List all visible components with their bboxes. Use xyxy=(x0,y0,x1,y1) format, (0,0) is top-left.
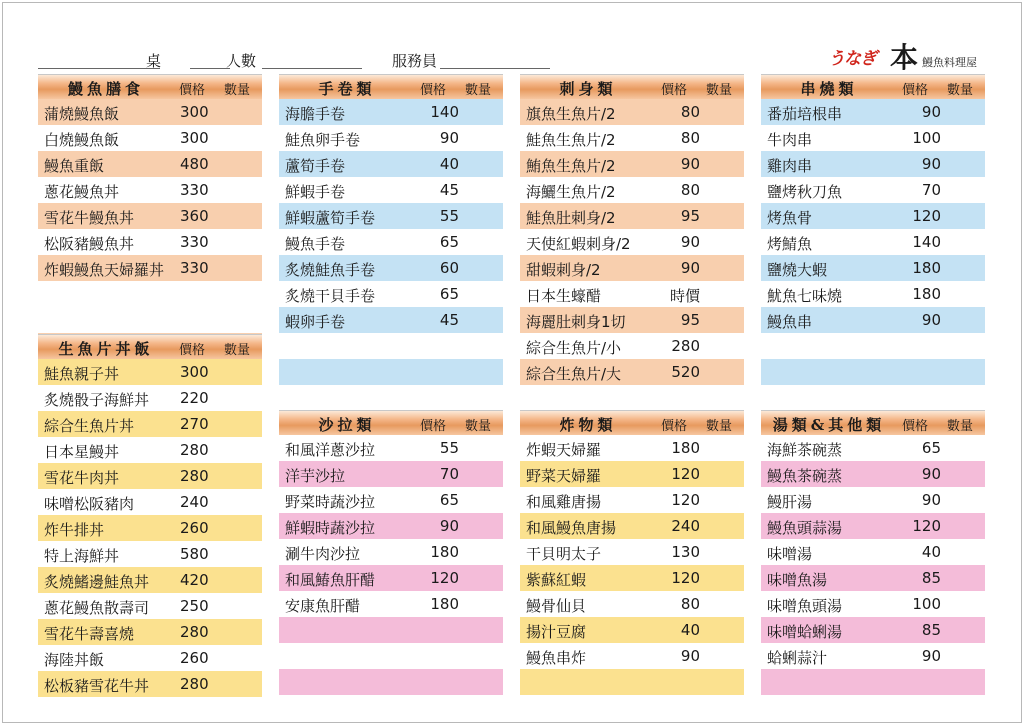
menu-item-name: 炸蝦鰻魚天婦羅丼 xyxy=(44,261,165,279)
menu-item-price: 120 xyxy=(671,491,700,509)
menu-item-row[interactable] xyxy=(38,463,262,489)
menu-item-name: 鮮蝦蘆筍手卷 xyxy=(285,209,376,227)
menu-item-name: 特上海鮮丼 xyxy=(44,547,120,565)
menu-item-row[interactable] xyxy=(279,281,503,307)
menu-item-name: 鹽燒大蝦 xyxy=(767,261,828,279)
menu-item-row[interactable] xyxy=(520,643,744,669)
menu-item-row[interactable] xyxy=(279,513,503,539)
menu-item-name: 雪花牛鰻魚丼 xyxy=(44,209,135,227)
menu-item-name: 海麗肚刺身1切 xyxy=(526,313,626,331)
menu-item-row[interactable] xyxy=(520,125,744,151)
section-title: 鰻魚膳食 xyxy=(67,80,144,98)
qty-header: 數量 xyxy=(224,83,251,98)
item-list xyxy=(520,99,744,385)
menu-item-row[interactable] xyxy=(520,435,744,461)
section-title: 刺身類 xyxy=(559,80,617,98)
menu-item-price: 300 xyxy=(180,129,209,147)
menu-item-row[interactable] xyxy=(279,539,503,565)
menu-item-price: 140 xyxy=(430,103,459,121)
menu-item-row[interactable] xyxy=(520,307,744,333)
menu-item-price: 300 xyxy=(180,363,209,381)
menu-item-name: 番茄培根串 xyxy=(767,105,843,123)
menu-item-price: 280 xyxy=(180,675,209,693)
menu-item-price: 40 xyxy=(439,155,459,173)
menu-item-row[interactable] xyxy=(520,487,744,513)
item-list xyxy=(279,99,503,385)
menu-item-row[interactable] xyxy=(38,593,262,619)
menu-item-row[interactable] xyxy=(761,177,985,203)
menu-item-price: 100 xyxy=(912,129,941,147)
menu-item-row[interactable] xyxy=(279,229,503,255)
menu-item-row[interactable] xyxy=(279,591,503,617)
menu-item-name: 鰻肝湯 xyxy=(767,493,813,511)
item-list xyxy=(761,435,985,695)
price-header: 價格 xyxy=(420,419,447,434)
menu-item-name: 鮪魚生魚片/2 xyxy=(526,157,616,175)
price-header: 價格 xyxy=(902,83,929,98)
menu-item-name: 鰻魚串 xyxy=(767,313,813,331)
menu-item-name: 炸蝦天婦羅 xyxy=(526,441,602,459)
menu-item-price: 80 xyxy=(680,181,700,199)
section-sashimi-rice xyxy=(38,334,262,697)
section-title: 沙拉類 xyxy=(318,416,376,434)
menu-item-price: 280 xyxy=(671,337,700,355)
blank-row xyxy=(279,669,503,695)
menu-item-name: 魷魚七味燒 xyxy=(767,287,843,305)
menu-item-row[interactable] xyxy=(761,229,985,255)
menu-item-price: 240 xyxy=(180,493,209,511)
menu-item-row[interactable] xyxy=(38,541,262,567)
menu-item-name: 洋芋沙拉 xyxy=(285,467,346,485)
menu-item-name: 鰻魚串炸 xyxy=(526,649,587,667)
blank-row xyxy=(761,333,985,359)
menu-item-name: 海陸丼飯 xyxy=(44,651,105,669)
menu-item-row[interactable] xyxy=(38,645,262,671)
menu-item-name: 炙燒干貝手卷 xyxy=(285,287,376,305)
menu-item-row[interactable] xyxy=(761,307,985,333)
menu-item-price: 180 xyxy=(912,259,941,277)
menu-item-row[interactable] xyxy=(520,281,744,307)
menu-item-name: 涮牛肉沙拉 xyxy=(285,545,361,563)
menu-item-row[interactable] xyxy=(279,565,503,591)
menu-item-row[interactable] xyxy=(520,229,744,255)
blank-row xyxy=(761,669,985,695)
menu-item-name: 鰻骨仙貝 xyxy=(526,597,587,615)
menu-item-name: 烤魚骨 xyxy=(767,209,813,227)
blank-row xyxy=(520,669,744,695)
menu-item-name: 鰻魚手卷 xyxy=(285,235,346,253)
menu-item-price: 270 xyxy=(180,415,209,433)
menu-item-name: 海鮮茶碗蒸 xyxy=(767,441,843,459)
menu-item-row[interactable] xyxy=(38,177,262,203)
menu-item-price: 100 xyxy=(912,595,941,613)
menu-item-name: 紫蘇紅蝦 xyxy=(526,571,587,589)
menu-item-price: 70 xyxy=(921,181,941,199)
menu-item-name: 雞肉串 xyxy=(767,157,813,175)
menu-item-name: 松板豬雪花牛丼 xyxy=(44,677,150,695)
blank-row xyxy=(279,333,503,359)
menu-item-price: 40 xyxy=(680,621,700,639)
menu-item-price: 130 xyxy=(671,543,700,561)
menu-item-name: 味噌湯 xyxy=(767,545,813,563)
menu-item-price: 300 xyxy=(180,103,209,121)
menu-item-price: 90 xyxy=(921,465,941,483)
staff-name-line[interactable] xyxy=(440,68,550,69)
menu-item-price: 120 xyxy=(430,569,459,587)
menu-item-name: 鰻魚頭蒜湯 xyxy=(767,519,843,537)
menu-item-name: 鮭魚生魚片/2 xyxy=(526,131,616,149)
menu-item-row[interactable] xyxy=(520,359,744,385)
menu-item-row[interactable] xyxy=(520,151,744,177)
people-label: 人數 xyxy=(226,52,257,70)
menu-item-name: 味噌松阪豬肉 xyxy=(44,495,135,513)
menu-item-row[interactable] xyxy=(761,203,985,229)
menu-item-row[interactable] xyxy=(761,591,985,617)
menu-item-price: 120 xyxy=(671,465,700,483)
menu-item-price: 420 xyxy=(180,571,209,589)
brand-kana: うなぎ xyxy=(828,49,876,69)
price-header: 價格 xyxy=(179,343,206,358)
menu-item-row[interactable] xyxy=(38,671,262,697)
menu-item-name: 鰻魚茶碗蒸 xyxy=(767,467,843,485)
brand-name: 鰻魚料理屋 xyxy=(922,56,977,69)
menu-item-price: 90 xyxy=(680,647,700,665)
menu-item-row[interactable] xyxy=(520,513,744,539)
staff-label: 服務員 xyxy=(392,52,438,70)
menu-item-row[interactable] xyxy=(520,99,744,125)
menu-item-row[interactable] xyxy=(38,203,262,229)
section-title: 炸物類 xyxy=(559,416,617,434)
menu-item-name: 烤鯖魚 xyxy=(767,235,813,253)
menu-item-name: 蘆筍手卷 xyxy=(285,157,346,175)
menu-item-price: 90 xyxy=(439,129,459,147)
menu-item-name: 揚汁豆腐 xyxy=(526,623,587,641)
section-title: 湯類&其他類 xyxy=(772,416,886,434)
menu-item-name: 炙燒鰭邊鮭魚丼 xyxy=(44,573,150,591)
people-count-line[interactable] xyxy=(262,68,362,69)
section-title: 生魚片丼飯 xyxy=(58,340,154,358)
menu-item-price: 280 xyxy=(180,467,209,485)
menu-item-row[interactable] xyxy=(520,565,744,591)
menu-item-price: 90 xyxy=(921,491,941,509)
menu-item-row[interactable] xyxy=(761,643,985,669)
qty-header: 數量 xyxy=(947,83,974,98)
menu-item-price: 120 xyxy=(912,207,941,225)
price-header: 價格 xyxy=(902,419,929,434)
menu-item-name: 味噌蛤蜊湯 xyxy=(767,623,843,641)
menu-item-name: 雪花牛壽喜燒 xyxy=(44,625,135,643)
blank-row xyxy=(761,359,985,385)
menu-item-row[interactable] xyxy=(761,435,985,461)
menu-item-row[interactable] xyxy=(520,177,744,203)
brand-mark: 本 xyxy=(890,41,919,74)
menu-item-price: 90 xyxy=(921,103,941,121)
menu-item-name: 炙燒鮭魚手卷 xyxy=(285,261,376,279)
menu-item-row[interactable] xyxy=(38,489,262,515)
menu-item-row[interactable] xyxy=(279,99,503,125)
menu-item-price: 90 xyxy=(439,517,459,535)
menu-item-name: 鮭魚肚刺身/2 xyxy=(526,209,616,227)
menu-item-price: 360 xyxy=(180,207,209,225)
menu-item-row[interactable] xyxy=(761,99,985,125)
section-header xyxy=(761,74,985,99)
section-header xyxy=(761,410,985,435)
menu-item-row[interactable] xyxy=(761,539,985,565)
menu-item-price: 65 xyxy=(439,233,459,251)
section-skewers xyxy=(761,74,985,385)
menu-item-row[interactable] xyxy=(38,411,262,437)
menu-item-row[interactable] xyxy=(279,151,503,177)
menu-item-row[interactable] xyxy=(38,229,262,255)
menu-item-name: 蝦卵手卷 xyxy=(285,313,346,331)
item-list xyxy=(279,435,503,721)
menu-item-row[interactable] xyxy=(279,461,503,487)
menu-item-name: 炸牛排丼 xyxy=(44,521,105,539)
blank-row xyxy=(279,695,503,721)
menu-item-name: 日本生蠔醋 xyxy=(526,287,602,305)
blank-row xyxy=(38,307,262,333)
menu-item-row[interactable] xyxy=(520,539,744,565)
menu-item-price: 80 xyxy=(680,595,700,613)
menu-item-price: 220 xyxy=(180,389,209,407)
menu-item-price: 330 xyxy=(180,259,209,277)
menu-item-price: 180 xyxy=(430,543,459,561)
menu-item-price: 120 xyxy=(912,517,941,535)
menu-item-row[interactable] xyxy=(279,307,503,333)
menu-item-row[interactable] xyxy=(279,435,503,461)
menu-item-row[interactable] xyxy=(38,255,262,281)
menu-item-name: 鮮蝦手卷 xyxy=(285,183,346,201)
menu-item-name: 和風雞唐揚 xyxy=(526,493,602,511)
section-fried xyxy=(520,410,744,695)
menu-item-price: 180 xyxy=(912,285,941,303)
menu-item-price: 90 xyxy=(680,155,700,173)
menu-item-name: 鮭魚親子丼 xyxy=(44,365,120,383)
menu-item-row[interactable] xyxy=(279,255,503,281)
menu-item-price: 90 xyxy=(680,259,700,277)
menu-item-name: 雪花牛肉丼 xyxy=(44,469,120,487)
menu-item-row[interactable] xyxy=(38,619,262,645)
menu-item-name: 和風鰆魚肝醋 xyxy=(285,571,376,589)
qty-header: 數量 xyxy=(706,83,733,98)
menu-item-price: 280 xyxy=(180,441,209,459)
menu-item-name: 白燒鰻魚飯 xyxy=(44,131,120,149)
qty-header: 數量 xyxy=(224,343,251,358)
menu-item-name: 安康魚肝醋 xyxy=(285,597,361,615)
section-header xyxy=(38,74,262,99)
menu-item-price: 250 xyxy=(180,597,209,615)
price-header: 價格 xyxy=(420,83,447,98)
price-header: 價格 xyxy=(179,83,206,98)
menu-item-row[interactable] xyxy=(38,151,262,177)
people-spacer-line xyxy=(190,68,230,69)
menu-item-name: 味噌魚頭湯 xyxy=(767,597,843,615)
menu-item-row[interactable] xyxy=(761,487,985,513)
menu-item-price: 60 xyxy=(439,259,459,277)
menu-item-row[interactable] xyxy=(279,177,503,203)
menu-item-name: 野菜時蔬沙拉 xyxy=(285,493,376,511)
menu-item-row[interactable] xyxy=(761,461,985,487)
menu-item-row[interactable] xyxy=(520,203,744,229)
menu-item-price: 90 xyxy=(680,233,700,251)
menu-item-price: 45 xyxy=(439,181,459,199)
menu-item-row[interactable] xyxy=(761,281,985,307)
menu-item-row[interactable] xyxy=(520,333,744,359)
menu-item-name: 蔥花鰻魚散壽司 xyxy=(44,599,150,617)
menu-item-price: 40 xyxy=(921,543,941,561)
brand-logo xyxy=(828,40,988,74)
menu-item-name: 松阪豬鰻魚丼 xyxy=(44,235,135,253)
menu-item-name: 鮮蝦時蔬沙拉 xyxy=(285,519,376,537)
qty-header: 數量 xyxy=(706,419,733,434)
menu-item-row[interactable] xyxy=(761,151,985,177)
menu-item-price: 90 xyxy=(921,647,941,665)
section-header xyxy=(520,74,744,99)
menu-item-row[interactable] xyxy=(279,487,503,513)
menu-item-row[interactable] xyxy=(761,125,985,151)
menu-item-row[interactable] xyxy=(520,255,744,281)
menu-item-row[interactable] xyxy=(38,437,262,463)
menu-item-price: 45 xyxy=(439,311,459,329)
qty-header: 數量 xyxy=(947,419,974,434)
menu-item-price: 580 xyxy=(180,545,209,563)
menu-item-price: 90 xyxy=(921,311,941,329)
menu-item-price: 280 xyxy=(180,623,209,641)
order-header xyxy=(0,50,560,70)
menu-item-name: 日本星鰻丼 xyxy=(44,443,120,461)
menu-item-name: 鮭魚卵手卷 xyxy=(285,131,361,149)
menu-item-price: 80 xyxy=(680,103,700,121)
menu-item-row[interactable] xyxy=(761,565,985,591)
price-header: 價格 xyxy=(661,419,688,434)
menu-item-row[interactable] xyxy=(38,515,262,541)
menu-item-name: 綜合生魚片丼 xyxy=(44,417,135,435)
table-number-line[interactable] xyxy=(38,68,160,69)
menu-item-name: 天使紅蝦刺身/2 xyxy=(526,235,631,253)
menu-item-name: 綜合生魚片/大 xyxy=(526,365,622,383)
menu-item-name: 牛肉串 xyxy=(767,131,813,149)
menu-item-name: 和風洋蔥沙拉 xyxy=(285,441,376,459)
item-list xyxy=(761,99,985,385)
price-header: 價格 xyxy=(661,83,688,98)
menu-item-price: 180 xyxy=(430,595,459,613)
menu-item-row[interactable] xyxy=(38,125,262,151)
menu-item-name: 野菜天婦羅 xyxy=(526,467,602,485)
menu-item-row[interactable] xyxy=(38,359,262,385)
menu-item-row[interactable] xyxy=(38,567,262,593)
qty-header: 數量 xyxy=(465,419,492,434)
menu-item-row[interactable] xyxy=(761,513,985,539)
menu-item-name: 干貝明太子 xyxy=(526,545,602,563)
menu-item-price: 65 xyxy=(921,439,941,457)
menu-item-name: 旗魚生魚片/2 xyxy=(526,105,616,123)
menu-item-price: 80 xyxy=(680,129,700,147)
menu-item-price: 95 xyxy=(680,311,700,329)
menu-item-row[interactable] xyxy=(279,203,503,229)
menu-item-price: 85 xyxy=(921,621,941,639)
blank-row xyxy=(38,281,262,307)
menu-item-name: 甜蝦刺身/2 xyxy=(526,261,601,279)
menu-item-row[interactable] xyxy=(520,591,744,617)
section-soup xyxy=(761,410,985,695)
blank-row xyxy=(279,643,503,669)
menu-item-price: 55 xyxy=(439,439,459,457)
menu-item-name: 鰻魚重飯 xyxy=(44,157,105,175)
section-salad xyxy=(279,410,503,721)
section-header xyxy=(279,74,503,99)
menu-item-row[interactable] xyxy=(38,385,262,411)
menu-item-price: 95 xyxy=(680,207,700,225)
menu-item-row[interactable] xyxy=(38,99,262,125)
blank-row xyxy=(279,359,503,385)
menu-item-price: 65 xyxy=(439,285,459,303)
menu-item-name: 鹽烤秋刀魚 xyxy=(767,183,843,201)
menu-item-name: 蔥花鰻魚丼 xyxy=(44,183,120,201)
menu-item-name: 味噌魚湯 xyxy=(767,571,828,589)
menu-item-name: 蛤蜊蒜汁 xyxy=(767,649,828,667)
item-list xyxy=(38,359,262,697)
menu-item-price: 70 xyxy=(439,465,459,483)
menu-item-price: 240 xyxy=(671,517,700,535)
section-eel-set xyxy=(38,74,262,359)
menu-item-name: 和風鰻魚唐揚 xyxy=(526,519,617,537)
item-list xyxy=(520,435,744,695)
section-header xyxy=(520,410,744,435)
menu-item-name: 蒲燒鰻魚飯 xyxy=(44,105,120,123)
menu-item-price: 520 xyxy=(671,363,700,381)
blank-row xyxy=(279,617,503,643)
menu-item-price: 480 xyxy=(180,155,209,173)
qty-header: 數量 xyxy=(465,83,492,98)
menu-item-row[interactable] xyxy=(520,461,744,487)
item-list xyxy=(38,99,262,307)
section-header xyxy=(38,334,262,359)
section-title: 手卷類 xyxy=(318,80,376,98)
menu-item-price: 140 xyxy=(912,233,941,251)
menu-item-name: 海鱺生魚片/2 xyxy=(526,183,616,201)
menu-item-name: 海膽手卷 xyxy=(285,105,346,123)
menu-item-row[interactable] xyxy=(520,617,744,643)
section-title: 串燒類 xyxy=(800,80,858,98)
menu-item-price: 120 xyxy=(671,569,700,587)
menu-item-price: 180 xyxy=(671,439,700,457)
menu-item-name: 綜合生魚片/小 xyxy=(526,339,622,357)
menu-item-row[interactable] xyxy=(761,617,985,643)
menu-item-price: 260 xyxy=(180,649,209,667)
menu-item-row[interactable] xyxy=(761,255,985,281)
menu-item-name: 炙燒骰子海鮮丼 xyxy=(44,391,150,409)
menu-item-price: 時價 xyxy=(669,287,700,305)
menu-item-row[interactable] xyxy=(279,125,503,151)
menu-item-price: 330 xyxy=(180,181,209,199)
section-sashimi xyxy=(520,74,744,385)
menu-item-price: 55 xyxy=(439,207,459,225)
section-header xyxy=(279,410,503,435)
menu-item-price: 85 xyxy=(921,569,941,587)
menu-item-price: 90 xyxy=(921,155,941,173)
menu-item-price: 260 xyxy=(180,519,209,537)
menu-item-price: 330 xyxy=(180,233,209,251)
menu-item-price: 65 xyxy=(439,491,459,509)
section-hand-roll xyxy=(279,74,503,385)
table-label: 桌 xyxy=(146,52,162,70)
